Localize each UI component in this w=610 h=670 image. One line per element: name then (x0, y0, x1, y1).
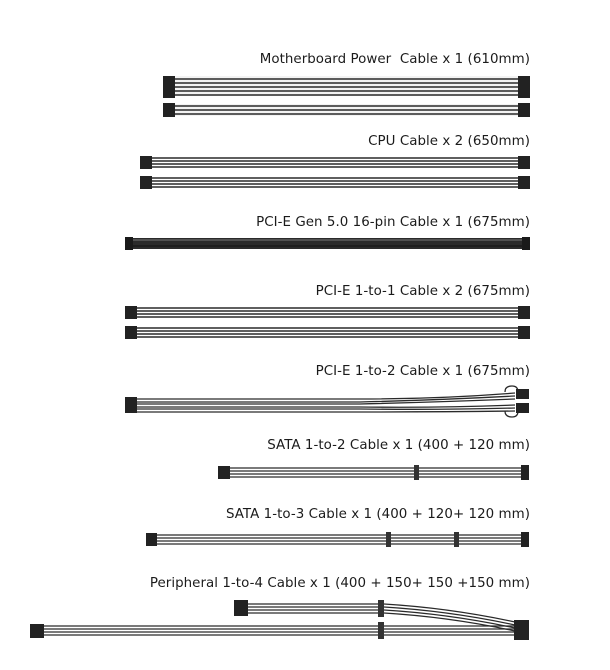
label-motherboard-power-cable: Motherboard Power Cable x 1 (610mm) (259, 52, 530, 67)
cpu-cable-illustration (140, 156, 530, 189)
peripheral-1to4-cable-illustration (30, 600, 529, 640)
label-pcie-1to1-cable: PCI-E 1-to-1 Cable x 2 (675mm) (315, 284, 530, 299)
pcie-1to2-cable-illustration (125, 386, 529, 417)
pcie-1to1-cable-illustration (125, 306, 530, 339)
motherboard-power-cable-illustration (163, 76, 530, 117)
sata-1to2-cable-illustration (218, 465, 529, 480)
pcie-gen5-16pin-cable-illustration (125, 237, 530, 250)
label-cpu-cable: CPU Cable x 2 (650mm) (368, 134, 530, 149)
sata-1to3-cable-illustration (146, 532, 529, 547)
label-pcie-gen5-16pin-cable: PCI-E Gen 5.0 16-pin Cable x 1 (675mm) (256, 215, 530, 230)
label-sata-1to2-cable: SATA 1-to-2 Cable x 1 (400 + 120 mm) (267, 438, 530, 453)
label-pcie-1to2-cable: PCI-E 1-to-2 Cable x 1 (675mm) (315, 364, 530, 379)
label-sata-1to3-cable: SATA 1-to-3 Cable x 1 (400 + 120+ 120 mm) (225, 507, 530, 522)
label-peripheral-1to4-cable: Peripheral 1-to-4 Cable x 1 (400 + 150+ 150 +150 mm) (149, 576, 530, 591)
